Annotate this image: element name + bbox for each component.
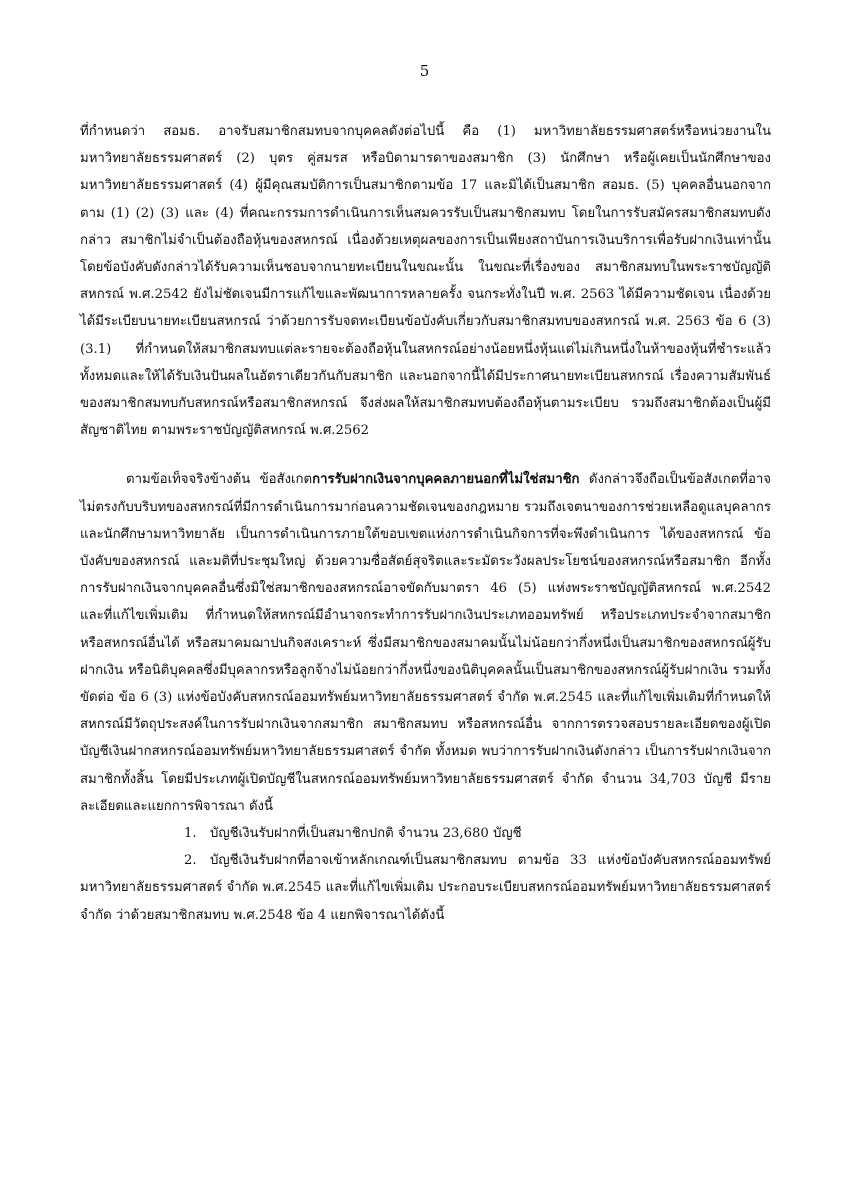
observation-rest: ดังกล่าวจึงถือเป็นข้อสังเกตที่อาจไม่ตรงกับบริบทของสหกรณ์ที่มีการดำเนินการมาก่อนความชัดเจนของกฎหมาย รวมถึงเจตนาของการช่วยเหลือดูแลบุคลากรและนักศึกษามหาวิทยาลัย เป็นการดำเนินการภายใต้ขอบเขตแห่งการดำเนินกิจการที่จะพึงดำเนินการ ได้ของสหกรณ์ ข้อบังคับของสหกรณ์ และมติที่ประชุมใหญ่ ด้วยความซื่อสัตย์สุจริตและระมัดระวังผลประโยชน์ของสหกรณ์หรือสมาชิก อีกทั้งการรับฝากเงินจากบุคคลอื่นซึ่งมิใช่สมาชิกของสหกรณ์อาจขัดกับมาตรา 46 (5) แห่งพระราชบัญญัติสหกรณ์ พ.ศ.2542 และที่แก้ไขเพิ่มเติม ที่กำหนดให้สหกรณ์มีอำนาจกระทำการรับฝากเงินประเภทออมทรัพย์ หรือประเภทประจำจากสมาชิก หรือสหกรณ์อื่นได้ หรือสมาคมฌาปนกิจสงเคราะห์ ซึ่งมีสมาชิกของสมาคมนั้นไม่น้อยกว่ากึ่งหนึ่งเป็นสมาชิกของสหกรณ์ผู้รับฝากเงิน หรือนิติบุคคลซึ่งมีบุคลากรหรือลูกจ้างไม่น้อยกว่ากึ่งหนึ่งของนิติบุคคลนั้นเป็นสมาชิกของสหกรณ์ผู้รับฝากเงิน รวมทั้งขัดต่อ ข้อ 6 (3) แห่งข้อบังคับสหกรณ์ออมทรัพย์มหาวิทยาลัยธรรมศาสตร์ จำกัด พ.ศ.2545 และที่แก้ไขเพิ่มเติมที่กำหนดให้ สหกรณ์มีวัตถุประสงค์ในการรับฝากเงินจากสมาชิก สมาชิกสมทบ หรือสหกรณ์อื่น จากการตรวจสอบรายละเอียดของผู้เปิดบัญชีเงินฝากสหกรณ์ออมทรัพย์มหาวิทยาลัยธรรมศาสตร์ จำกัด ทั้งหมด พบว่าการรับฝากเงินดังกล่าว เป็นการรับฝากเงินจากสมาชิกทั้งสิ้น โดยมีประเภทผู้เปิดบัญชีในสหกรณ์ออมทรัพย์มหาวิทยาลัยธรรมศาสตร์ จำกัด จำนวน 34,703 บัญชี มีรายละเอียดและแยกการพิจารณา ดังนี้ — [80, 472, 772, 814]
paragraph-associate-members: ที่กำหนดว่า สอมธ. อาจรับสมาชิกสมทบจากบุคคลดังต่อไปนี้ คือ (1) มหาวิทยาลัยธรรมศาสตร์หรือหน่วยงานในมหาวิทยาลัยธรรมศาสตร์ (2) บุตร คู่สมรส หรือบิดามารดาของสมาชิก (3) นักศึกษา หรือผู้เคยเป็นนักศึกษาของมหาวิทยาลัยธรรมศาสตร์ (4) ผู้มีคุณสมบัติการเป็นสมาชิกตามข้อ 17 และมิได้เป็นสมาชิก สอมธ. (5) บุคคลอื่นนอกจากตาม (1) (2) (3) และ (4) ที่คณะกรรมการดำเนินการเห็นสมควรรับเป็นสมาชิกสมทบ โดยในการรับสมัครสมาชิกสมทบดังกล่าว สมาชิกไม่จำเป็นต้องถือหุ้นของสหกรณ์ เนื่องด้วยเหตุผลของการเป็นเพียงสถาบันการเงินบริการเพื่อรับฝากเงินเท่านั้น โดยข้อบังคับดังกล่าวได้รับความเห็นชอบจากนายทะเบียนในขณะนั้น ในขณะที่เรื่องของ สมาชิกสมทบในพระราชบัญญัติสหกรณ์ พ.ศ.2542 ยังไม่ชัดเจนมีการแก้ไขและพัฒนาการหลายครั้ง จนกระทั่งในปี พ.ศ. 2563 ได้มีความชัดเจน เนื่องด้วยได้มีระเบียบนายทะเบียนสหกรณ์ ว่าด้วยการรับจดทะเบียนข้อบังคับเกี่ยวกับสมาชิกสมทบของสหกรณ์ พ.ศ. 2563 ข้อ 6 (3) (3.1) ที่กำหนดให้สมาชิกสมทบแต่ละรายจะต้องถือหุ้นในสหกรณ์อย่างน้อยหนึ่งหุ้นแต่ไม่เกินหนึ่งในห้าของหุ้นที่ชำระแล้วทั้งหมดและให้ได้รับเงินปันผลในอัตราเดียวกันกับสมาชิก และนอกจากนี้ได้มีประกาศนายทะเบียนสหกรณ์ เรื่องความสัมพันธ์ของสมาชิกสมทบกับสหกรณ์หรือสมาชิกสหกรณ์ จึงส่งผลให้สมาชิกสมทบต้องถือหุ้นตามระเบียบ รวมถึงสมาชิกต้องเป็นผู้มีสัญชาติไทย ตามพระราชบัญญัติสหกรณ์ พ.ศ.2562 — [80, 124, 771, 439]
list-number: 1. — [184, 826, 197, 842]
list-text: บัญชีเงินรับฝากที่อาจเข้าหลักเกณฑ์เป็นสมาชิกสมทบ ตามข้อ 33 แห่งข้อบังคับสหกรณ์ออมทรัพย์มหาวิทยาลัยธรรมศาสตร์ จำกัด พ.ศ.2545 และที่แก้ไขเพิ่มเติม ประกอบระเบียบสหกรณ์ออมทรัพย์มหาวิทยาลัยธรรมศาสตร์ จำกัด ว่าด้วยสมาชิกสมทบ พ.ศ.2548 ข้อ 4 แยกพิจารณาได้ดังนี้ — [80, 853, 771, 923]
paragraph-observation — [80, 466, 771, 820]
list-item-1 — [80, 820, 771, 847]
paragraph-gap — [80, 444, 771, 466]
list-item-2 — [80, 847, 771, 929]
list-text: บัญชีเงินรับฝากที่เป็นสมาชิกปกติ จำนวน 23,680 บัญชี — [210, 826, 522, 842]
document-body — [80, 118, 771, 929]
page-number: 5 — [419, 62, 430, 80]
list-number: 2. — [184, 853, 197, 869]
observation-lead: ตามข้อเท็จจริงข้างต้น ข้อสังเกต — [126, 472, 313, 488]
observation-bold-phrase: การรับฝากเงินจากบุคคลภายนอกที่ไม่ใช่สมาชิก — [312, 472, 580, 488]
